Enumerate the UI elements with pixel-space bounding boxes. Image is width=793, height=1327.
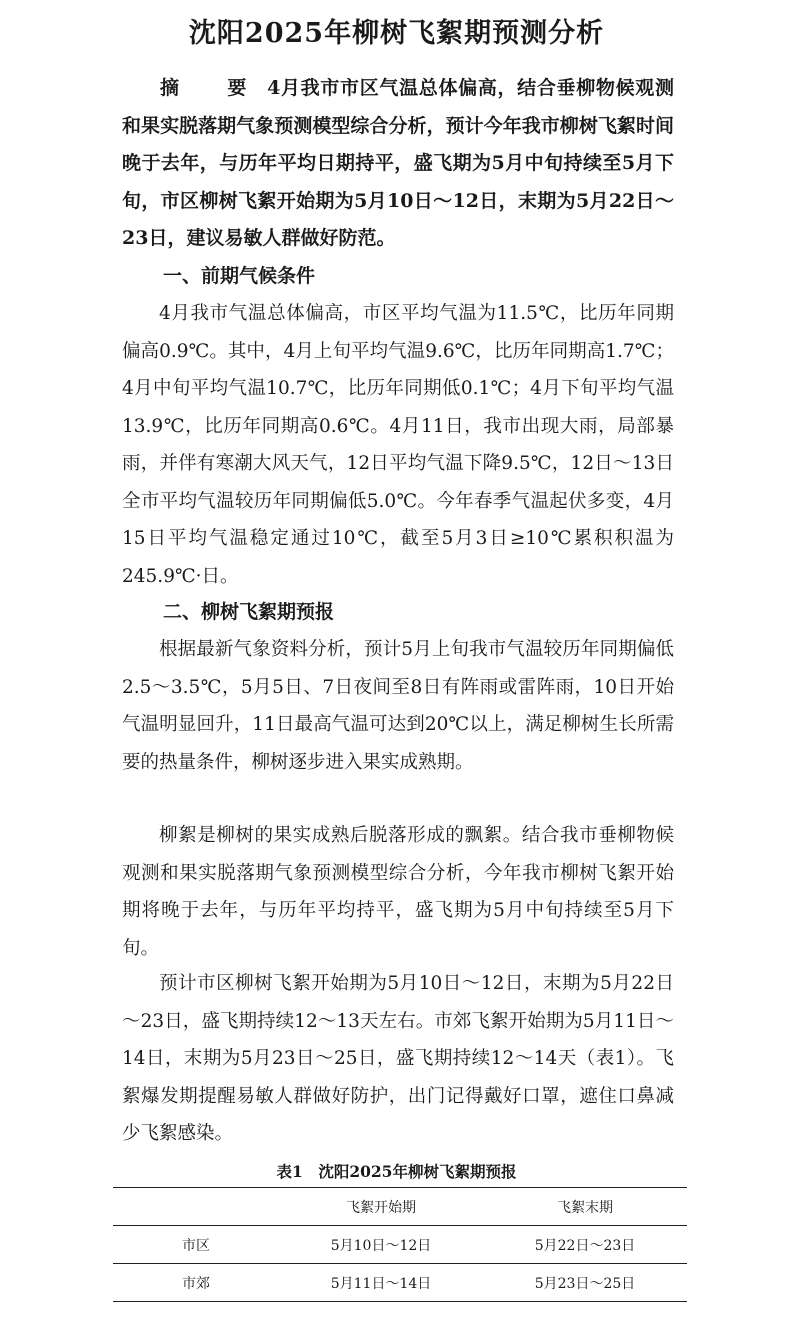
table-cell-end: 5月22日～23日: [534, 1237, 636, 1254]
abstract-paragraph: [122, 70, 674, 258]
table-header-row: [113, 1188, 687, 1226]
abstract-label: 摘 要: [160, 77, 262, 99]
table-header-cell: [113, 1188, 279, 1226]
abstract-text: 4月我市市区气温总体偏高，结合垂柳物候观测和果实脱落期气象预测模型综合分析，预计今年我市柳树飞絮时间晚于去年，与历年平均日期持平，盛飞期为5月中旬持续至5月下旬，市区柳树飞絮开始期为5月10日～12日，末期为5月22日～23日，建议易敏人群做好防范。: [122, 77, 674, 249]
section-heading-climate: 一、前期气候条件: [163, 265, 316, 287]
table-cell-region: 市郊: [182, 1275, 210, 1292]
forecast-table: [113, 1187, 687, 1302]
forecast-paragraph-3: 预计市区柳树飞絮开始期为5月10日～12日，末期为5月22日～23日，盛飞期持续12～13天左右。市郊飞絮开始期为5月11日～14日，末期为5月23日～25日，盛飞期持续12～14天（表1）。飞絮爆发期提醒易敏人群做好防护，出门记得戴好口罩，遮住口鼻减少飞絮感染。: [122, 973, 674, 1144]
table-header-cell: 飞絮开始期: [346, 1199, 416, 1216]
table-cell-start: 5月10日～12日: [330, 1237, 432, 1254]
forecast-paragraph-2: 柳絮是柳树的果实成熟后脱落形成的飘絮。结合我市垂柳物候观测和果实脱落期气象预测模型综合分析，今年我市柳树飞絮开始期将晚于去年，与历年平均持平，盛飞期为5月中旬持续至5月下旬。: [122, 825, 674, 959]
table-row: [113, 1264, 687, 1302]
document-title: 沈阳2025年柳树飞絮期预测分析: [188, 18, 605, 49]
section-heading-forecast: 二、柳树飞絮期预报: [163, 601, 335, 623]
forecast-paragraph-1: 根据最新气象资料分析，预计5月上旬我市气温较历年同期偏低2.5～3.5℃，5月5日、7日夜间至8日有阵雨或雷阵雨，10日开始气温明显回升，11日最高气温可达到20℃以上，满足柳树生长所需要的热量条件，柳树逐步进入果实成熟期。: [122, 639, 674, 773]
table-caption: 表1 沈阳2025年柳树飞絮期预报: [276, 1162, 517, 1181]
table-cell-end: 5月23日～25日: [534, 1275, 636, 1292]
table-cell-region: 市区: [182, 1237, 210, 1254]
forecast-table-wrapper: [113, 1187, 687, 1302]
table-cell-start: 5月11日～14日: [330, 1275, 432, 1292]
climate-paragraph: 4月我市气温总体偏高，市区平均气温为11.5℃，比历年同期偏高0.9℃。其中，4月上旬平均气温9.6℃，比历年同期高1.7℃；4月中旬平均气温10.7℃，比历年同期低0.1℃；4月下旬平均气温13.9℃，比历年同期高0.6℃。4月11日，我市出现大雨，局部暴雨，并伴有寒潮大风天气，12日平均气温下降9.5℃，12日～13日全市平均气温较历年同期偏低5.0℃。今年春季气温起伏多变，4月15日平均气温稳定通过10℃，截至5月3日≥10℃累积积温为245.9℃·日。: [122, 303, 674, 587]
table-row: [113, 1226, 687, 1264]
table-header-cell: 飞絮末期: [557, 1199, 613, 1216]
